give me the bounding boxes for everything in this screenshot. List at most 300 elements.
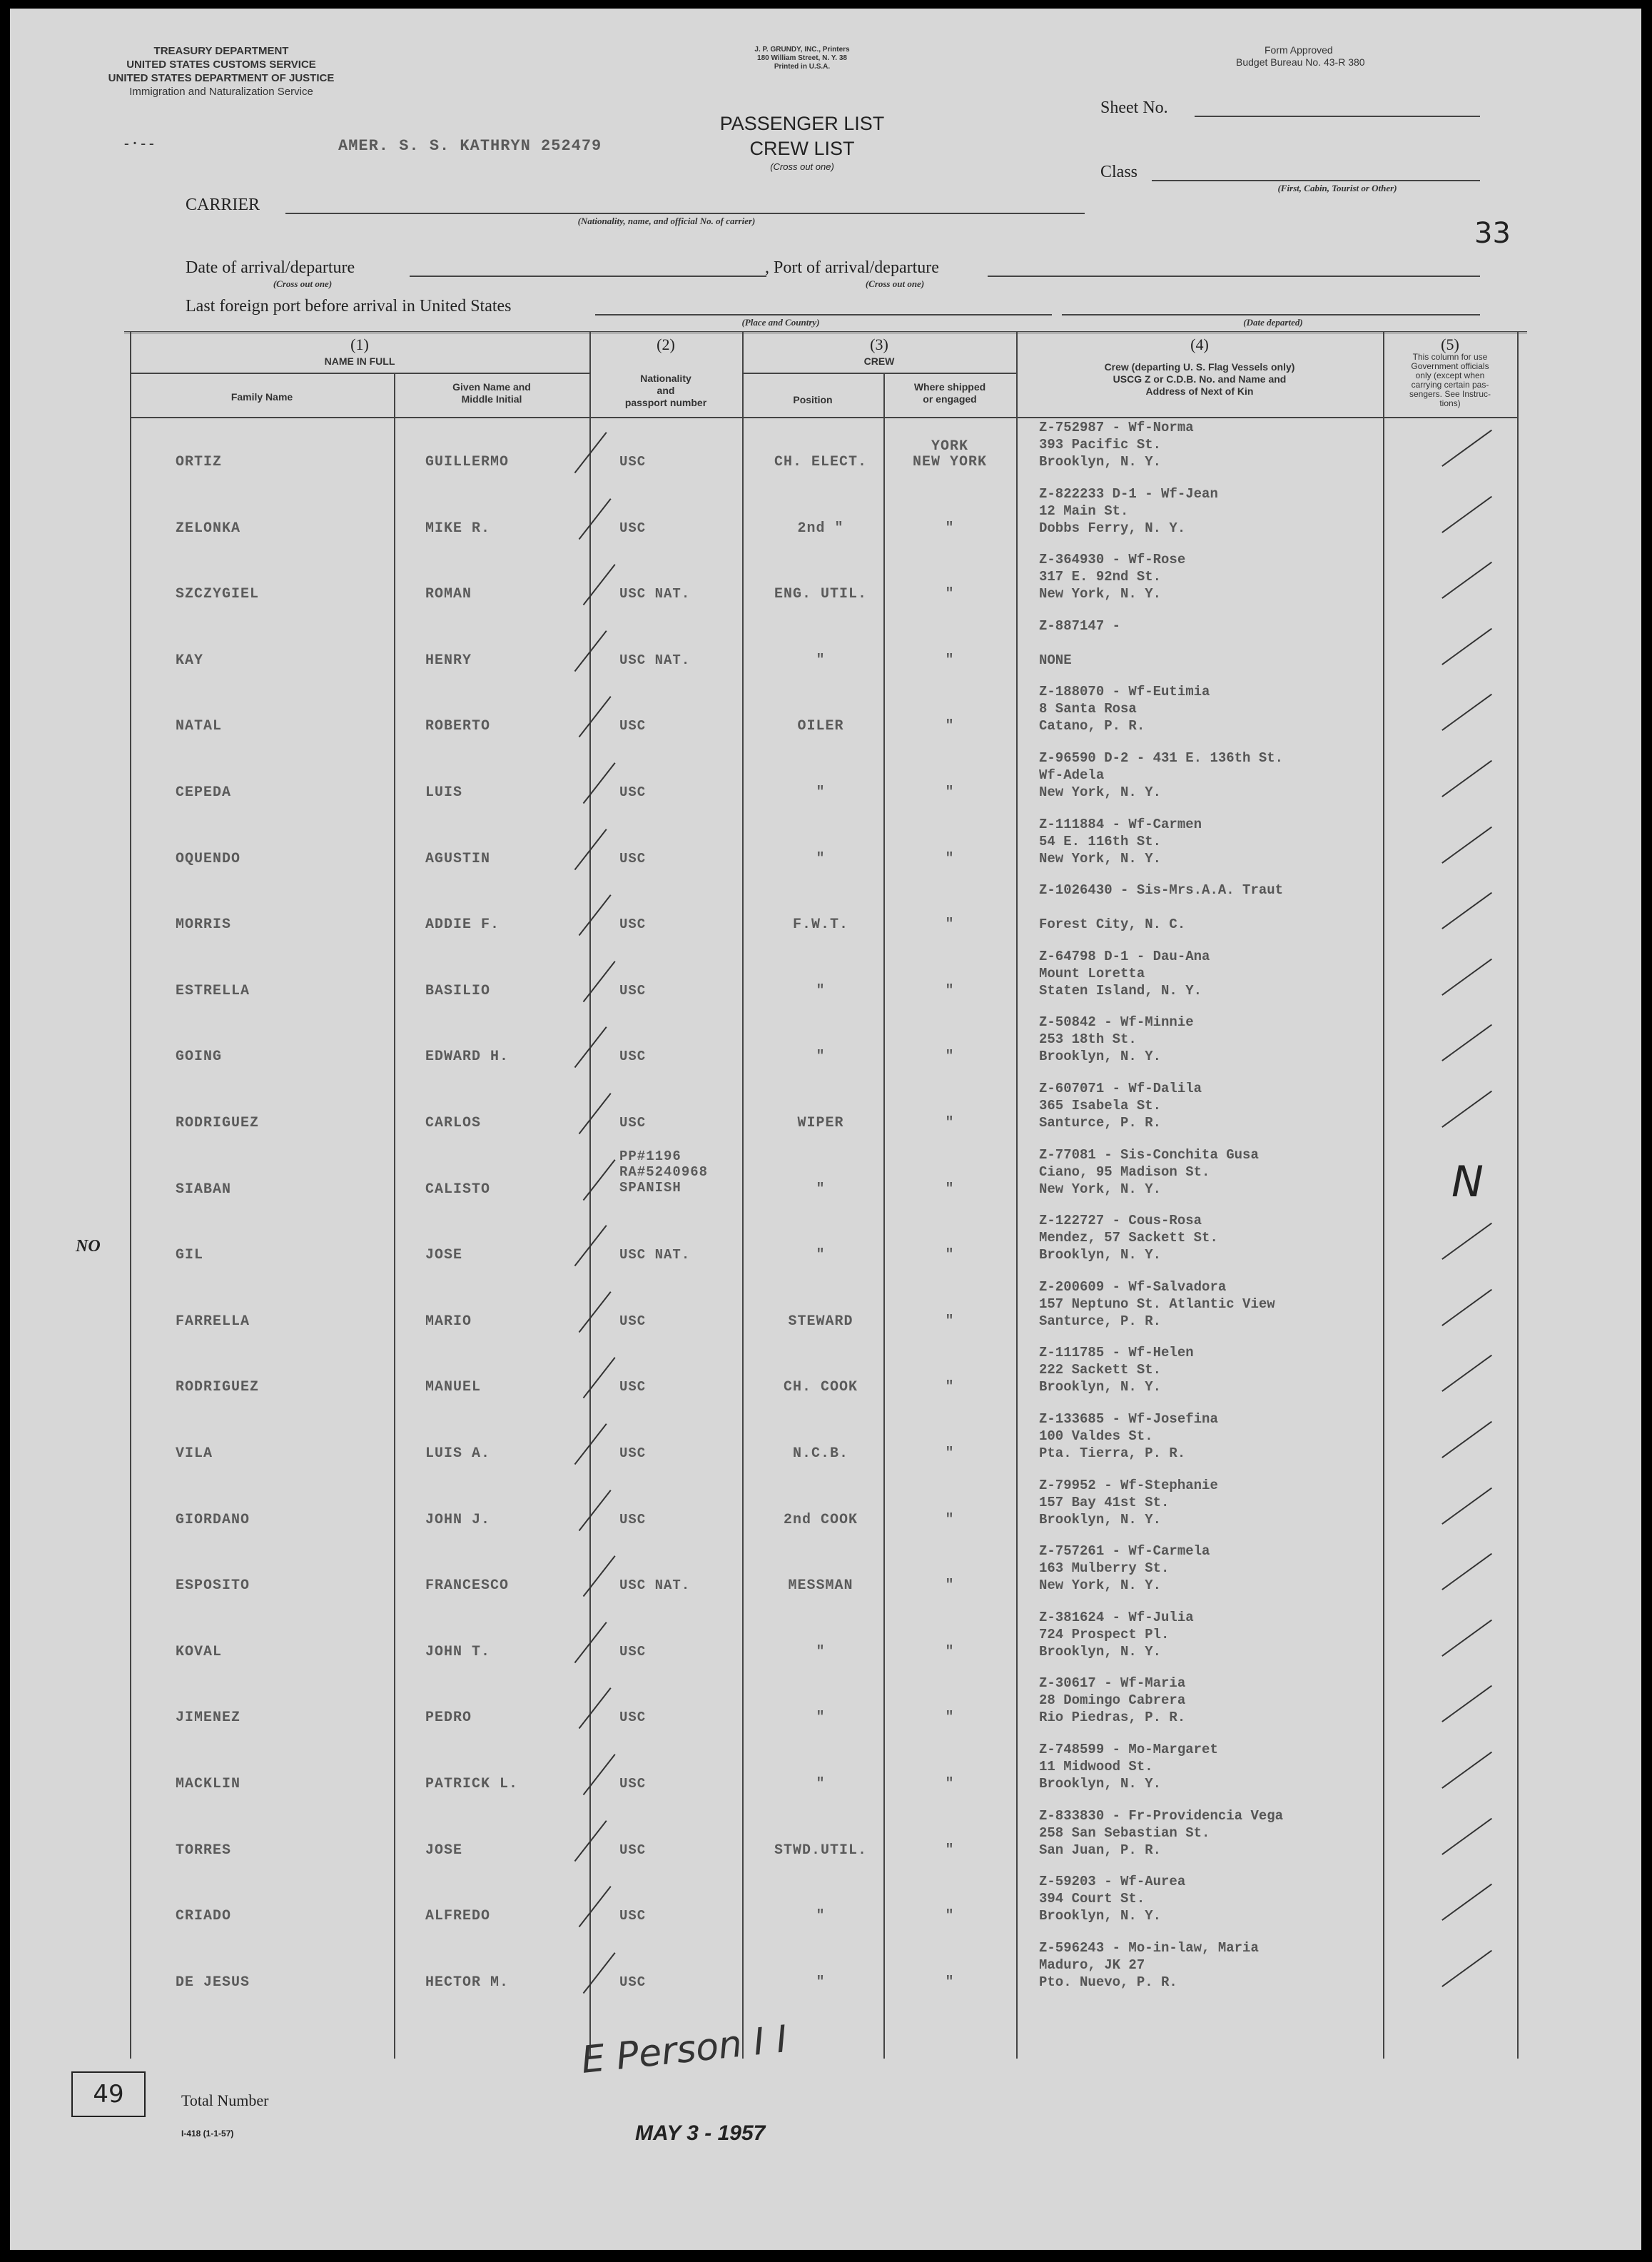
nationality: USC NAT. [619,1577,691,1594]
family-name: SZCZYGIEL [176,586,260,603]
position: OILER [797,718,844,735]
page-number: 33 [1474,217,1511,250]
next-of-kin-line: Z-96590 D-2 - 431 E. 136th St. [1039,750,1284,766]
next-of-kin-line: 394 Court St. [1039,1891,1145,1907]
check-mark [579,894,615,939]
nationality: USC [619,454,647,470]
position: " [816,1181,826,1198]
family-name: NATAL [176,718,223,735]
next-of-kin-line: Z-833830 - Fr-Providencia Vega [1039,1807,1284,1824]
next-of-kin-line: 317 E. 92nd St. [1039,569,1162,585]
col4-number: (4) [1190,335,1209,353]
date-departed-note: (Date departed) [1243,317,1303,328]
table-row [10,1740,1641,1807]
where-shipped: " [945,1577,955,1595]
where-shipped: " [945,1643,955,1660]
given-name: AGUSTIN [425,850,491,867]
official-slash [1441,1355,1494,1394]
next-of-kin-line: San Juan, P. R. [1039,1842,1162,1858]
where-shipped: " [945,718,955,735]
given-name: ROMAN [425,586,472,603]
table-row [10,815,1641,882]
family-name: ESPOSITO [176,1577,250,1595]
family-name: VILA [176,1445,213,1462]
official-slash [1441,430,1494,469]
family-name: DE JESUS [176,1974,250,1991]
table-row [10,617,1641,683]
nationality: PP#1196 [619,1148,681,1164]
where-shipped: " [945,1313,955,1330]
position: " [816,784,826,801]
position: " [816,850,826,867]
where-shipped: " [945,520,955,537]
check-mark [579,498,615,542]
given-name: EDWARD H. [425,1049,510,1066]
family-name: TORRES [176,1842,232,1859]
next-of-kin-line: 12 Main St. [1039,503,1129,519]
official-slash [1441,958,1494,997]
nationality: USC [619,1511,647,1528]
family-name: MORRIS [176,917,232,934]
nationality: USC [619,1379,647,1395]
given-name: BASILIO [425,982,491,999]
where-shipped: NEW YORK [912,454,987,470]
sheet-no-label: Sheet No. [1100,99,1168,117]
position: " [816,1247,826,1264]
next-of-kin-line: Brooklyn, N. Y. [1039,454,1162,470]
check-mark [579,1490,615,1534]
given-name: PEDRO [425,1710,472,1727]
nationality: SPANISH [619,1179,681,1196]
check-mark [583,1952,619,1996]
check-mark [583,1555,619,1600]
check-mark [574,432,611,476]
where-shipped: " [945,1379,955,1396]
table-row [10,947,1641,1014]
official-slash [1441,760,1494,799]
next-of-kin-line: New York, N. Y. [1039,1577,1162,1594]
form-code: I-418 (1-1-57) [181,2129,234,2139]
next-of-kin-line: Santurce, P. R. [1039,1313,1162,1329]
table-row [10,418,1641,485]
form-approval: Form Approved Budget Bureau No. 43-R 380 [1236,44,1365,68]
col2-title: Nationality and passport number [624,373,707,408]
next-of-kin-line: Z-607071 - Wf-Dalila [1039,1081,1202,1096]
col3-title: CREW [863,355,895,367]
table-row [10,1542,1641,1608]
check-mark [574,829,611,873]
class-note: (First, Cabin, Tourist or Other) [1277,183,1397,193]
next-of-kin-line: Z-757261 - Wf-Carmela [1039,1543,1210,1560]
family-name: CEPEDA [176,784,232,801]
next-of-kin-line: Z-752987 - Wf-Norma [1039,420,1194,435]
carrier-value: AMER. S. S. KATHRYN 252479 [338,137,602,155]
next-of-kin-line: Pta. Tierra, P. R. [1039,1445,1186,1461]
table-row [10,1211,1641,1278]
next-of-kin-line: Z-111785 - Wf-Helen [1039,1345,1194,1361]
nationality: USC [619,1643,647,1660]
next-of-kin-line: Wf-Adela [1039,767,1105,783]
official-note: N [1451,1156,1484,1207]
official-slash [1441,826,1494,865]
given-name: CALISTO [425,1181,491,1198]
col3-number: (3) [870,335,888,353]
col5-number: (5) [1441,335,1459,353]
next-of-kin-line: Z-364930 - Wf-Rose [1039,552,1186,568]
check-mark [579,697,615,741]
next-of-kin-line: 11 Midwood St. [1039,1759,1153,1774]
place-country-note: (Place and Country) [741,317,820,328]
next-of-kin-line: Z-200609 - Wf-Salvadora [1039,1278,1227,1295]
official-slash [1441,1288,1494,1328]
table-row [10,1410,1641,1476]
official-slash [1441,1619,1494,1658]
nationality: USC NAT. [619,1247,691,1263]
next-of-kin-line: 157 Bay 41st St. [1039,1494,1170,1510]
nationality: USC [619,1908,647,1924]
col1-number: (1) [350,335,369,353]
col1-title: NAME IN FULL [324,355,395,367]
next-of-kin-line: Z-887147 - [1039,617,1121,634]
where-shipped: " [945,1511,955,1528]
given-name: CARLOS [425,1115,482,1131]
given-name: MANUEL [425,1379,482,1396]
next-of-kin-line: 253 18th St. [1039,1031,1137,1048]
official-slash [1441,495,1494,535]
date-note: (Cross out one) [273,278,333,289]
next-of-kin-line: New York, N. Y. [1039,850,1162,867]
position: " [816,1643,826,1660]
agency-header [71,44,371,99]
next-of-kin-line: 163 Mulberry St. [1039,1560,1170,1577]
port-label: , Port of arrival/departure [765,258,939,277]
next-of-kin-line: 157 Neptuno St. Atlantic View [1039,1296,1275,1312]
table-row [10,682,1641,749]
official-slash [1441,1421,1494,1460]
nationality: USC [619,1313,647,1329]
col1b-title: Given Name and Middle Initial [452,381,531,405]
official-slash [1441,1685,1494,1725]
port-note: (Cross out one) [865,278,925,289]
given-name: ADDIE F. [425,917,500,934]
next-of-kin-line: Z-748599 - Mo-Margaret [1039,1742,1218,1757]
next-of-kin-line: Z-1026430 - Sis-Mrs.A.A. Traut [1039,882,1284,899]
given-name: JOSE [425,1842,463,1859]
table-row [10,1146,1641,1212]
next-of-kin-line: Brooklyn, N. Y. [1039,1511,1162,1528]
official-slash [1441,892,1494,931]
col1a-title: Family Name [230,391,293,403]
nationality: USC [619,1710,647,1726]
total-number-box [71,2071,146,2117]
stamp-date: MAY 3 - 1957 [635,2121,766,2145]
check-mark [574,1820,611,1864]
check-mark [574,1423,611,1468]
official-slash [1441,1553,1494,1592]
given-name: HENRY [425,652,472,669]
carrier-label: CARRIER [186,196,260,214]
nationality: USC [619,917,647,933]
position: " [816,1776,826,1792]
official-slash [1441,1949,1494,1989]
position: 2nd COOK [783,1511,858,1528]
table-row [10,1278,1641,1344]
margin-note: NO [76,1237,101,1256]
next-of-kin-line: 222 Sackett St. [1039,1362,1162,1378]
given-name: MIKE R. [425,520,491,537]
family-name: KOVAL [176,1643,223,1660]
officer-signature: E Person I I [579,2018,790,2082]
family-name: OQUENDO [176,850,241,867]
nationality: USC [619,1049,647,1065]
table-row [10,881,1641,947]
official-slash [1441,1884,1494,1923]
nationality: RA#5240968 [619,1163,709,1180]
next-of-kin-line: Rio Piedras, P. R. [1039,1710,1186,1726]
where-shipped: YORK [931,438,968,455]
next-of-kin-line: Brooklyn, N. Y. [1039,1049,1162,1065]
position: " [816,982,826,999]
family-name: MACKLIN [176,1776,241,1792]
family-name: RODRIGUEZ [176,1379,260,1396]
nationality: USC [619,1115,647,1131]
nationality: USC [619,520,647,536]
official-slash [1441,1817,1494,1857]
check-mark [583,1159,619,1203]
next-of-kin-line: Z-822233 D-1 - Wf-Jean [1039,485,1218,502]
where-shipped: " [945,850,955,867]
family-name: GIL [176,1247,204,1264]
col4-title: Crew (departing U. S. Flag Vessels only) USCG Z or C.D.B. No. and Name and Address of Next of Kin [1104,361,1295,397]
position: N.C.B. [792,1445,848,1462]
nationality: USC [619,1445,647,1461]
family-name: ORTIZ [176,454,223,470]
where-shipped: " [945,982,955,999]
position: WIPER [797,1115,844,1131]
nationality: USC [619,718,647,734]
position: CH. COOK [783,1379,858,1396]
official-slash [1441,1752,1494,1791]
official-slash [1441,694,1494,733]
check-mark [583,1358,619,1402]
where-shipped: " [945,917,955,934]
check-mark [574,1027,611,1071]
given-name: LUIS A. [425,1445,491,1462]
class-label: Class [1100,163,1138,181]
given-name: LUIS [425,784,463,801]
last-port-label: Last foreign port before arrival in United States [186,297,512,315]
official-slash [1441,627,1494,667]
official-slash [1441,1091,1494,1130]
nationality: USC [619,850,647,867]
printer-imprint: J. P. GRUNDY, INC., Printers 180 William Street, N. Y. 38 Printed in U.S.A. [754,46,850,71]
table-row [10,485,1641,551]
family-name: JIMENEZ [176,1710,241,1727]
next-of-kin-line: Mount Loretta [1039,965,1145,981]
where-shipped: " [945,1776,955,1792]
position: CH. ELECT. [774,454,868,470]
official-slash [1441,1223,1494,1262]
where-shipped: " [945,1115,955,1131]
check-mark [579,1688,615,1732]
family-name: CRIADO [176,1908,232,1925]
next-of-kin-line: Z-30617 - Wf-Maria [1039,1675,1186,1692]
table-row [10,1872,1641,1939]
col2-number: (2) [657,335,675,353]
family-name: GOING [176,1049,223,1066]
next-of-kin-line: Z-77081 - Sis-Conchita Gusa [1039,1146,1259,1163]
passenger-crew-list-form [10,9,1641,2250]
nationality: USC [619,1776,647,1792]
family-name: RODRIGUEZ [176,1115,260,1131]
next-of-kin-line: Maduro, JK 27 [1039,1956,1145,1973]
check-mark [583,564,619,608]
check-mark [574,1225,611,1269]
family-name: FARRELLA [176,1313,250,1330]
next-of-kin-line: 54 E. 116th St. [1039,833,1162,849]
date-label: Date of arrival/departure [186,258,355,277]
table-row [10,1343,1641,1410]
where-shipped: " [945,1445,955,1462]
official-slash [1441,1487,1494,1526]
position: ENG. UTIL. [774,586,868,603]
where-shipped: " [945,1710,955,1727]
given-name: JOSE [425,1247,463,1264]
nationality: USC NAT. [619,652,691,668]
next-of-kin-line: 365 Isabela St. [1039,1098,1162,1114]
given-name: PATRICK L. [425,1776,519,1792]
next-of-kin-line: Z-50842 - Wf-Minnie [1039,1014,1194,1031]
next-of-kin-line: 8 Santa Rosa [1039,701,1137,717]
next-of-kin-line: Santurce, P. R. [1039,1115,1162,1131]
next-of-kin-line: Catano, P. R. [1039,718,1145,734]
where-shipped: " [945,652,955,669]
table-row [10,1079,1641,1146]
next-of-kin-line: New York, N. Y. [1039,1181,1162,1197]
given-name: ALFREDO [425,1908,491,1925]
position: " [816,1974,826,1991]
next-of-kin-line: New York, N. Y. [1039,586,1162,602]
check-mark [574,1622,611,1666]
family-name: ZELONKA [176,520,241,537]
nationality: USC [619,1842,647,1858]
next-of-kin-line: 258 San Sebastian St. [1039,1824,1210,1841]
check-mark [583,1754,619,1798]
next-of-kin-line: Z-122727 - Cous-Rosa [1039,1213,1202,1229]
nationality: USC NAT. [619,586,691,602]
col5-title: This column for use Government officials only (except when carrying certain pas- sengers. See Instruc- tions) [1409,352,1491,408]
position: " [816,652,826,669]
next-of-kin-line: Brooklyn, N. Y. [1039,1247,1162,1263]
next-of-kin-line: Brooklyn, N. Y. [1039,1379,1162,1395]
official-slash [1441,1024,1494,1064]
next-of-kin-line: Z-59203 - Wf-Aurea [1039,1874,1186,1890]
next-of-kin-line: New York, N. Y. [1039,784,1162,800]
next-of-kin-line: Brooklyn, N. Y. [1039,1908,1162,1924]
where-shipped: " [945,1908,955,1925]
check-mark [574,630,611,675]
position: STEWARD [788,1313,853,1330]
treasury-line: TREASURY DEPARTMENT [153,45,289,57]
customs-line: UNITED STATES CUSTOMS SERVICE [126,59,316,71]
given-name: JOHN J. [425,1511,491,1528]
nationality: USC [619,1974,647,1990]
nationality: USC [619,982,647,999]
next-of-kin-line: 724 Prospect Pl. [1039,1626,1170,1642]
next-of-kin-line: NONE [1039,652,1072,668]
given-name: JOHN T. [425,1643,491,1660]
given-name: MARIO [425,1313,472,1330]
check-mark [583,961,619,1005]
next-of-kin-line: Staten Island, N. Y. [1039,982,1202,999]
total-number-value: 49 [93,2080,124,2109]
next-of-kin-line: Pto. Nuevo, P. R. [1039,1974,1177,1990]
next-of-kin-line: Z-188070 - Wf-Eutimia [1039,684,1210,700]
next-of-kin-line: Ciano, 95 Madison St. [1039,1163,1210,1180]
next-of-kin-line: Z-111884 - Wf-Carmen [1039,816,1202,832]
justice-line: UNITED STATES DEPARTMENT OF JUSTICE [108,72,335,84]
check-mark [579,1093,615,1137]
table-row [10,1476,1641,1542]
position: 2nd " [797,520,844,537]
margin-marks: - · - - [124,136,154,151]
next-of-kin-line: Mendez, 57 Sackett St. [1039,1230,1218,1246]
check-mark [579,1886,615,1930]
where-shipped: " [945,1974,955,1991]
next-of-kin-line: 28 Domingo Cabrera [1039,1692,1186,1709]
table-row [10,749,1641,815]
next-of-kin-line: Z-133685 - Wf-Josefina [1039,1411,1218,1427]
where-shipped: " [945,1049,955,1066]
next-of-kin-line: Brooklyn, N. Y. [1039,1643,1162,1660]
table-row [10,1939,1641,2005]
next-of-kin-line: 393 Pacific St. [1039,437,1162,453]
where-shipped: " [945,1181,955,1198]
where-shipped: " [945,1842,955,1859]
table-row [10,1608,1641,1675]
next-of-kin-line: Z-381624 - Wf-Julia [1039,1609,1194,1625]
table-row [10,1013,1641,1079]
official-slash [1441,562,1494,601]
next-of-kin-line: Brooklyn, N. Y. [1039,1776,1162,1792]
position: " [816,1908,826,1925]
family-name: SIABAN [176,1181,232,1198]
check-mark [579,1291,615,1336]
table-row [10,1674,1641,1740]
given-name: FRANCESCO [425,1577,510,1595]
where-shipped: " [945,1247,955,1264]
family-name: GIORDANO [176,1511,250,1528]
position: MESSMAN [788,1577,853,1595]
table-row [10,550,1641,617]
col3a-title: Position [793,394,833,405]
nationality: USC [619,784,647,800]
table-row [10,1807,1641,1873]
next-of-kin-line: Z-79952 - Wf-Stephanie [1039,1477,1218,1493]
col3b-title: Where shipped or engaged [913,381,986,405]
next-of-kin-line: Z-64798 D-1 - Dau-Ana [1039,948,1210,964]
position: " [816,1710,826,1727]
ins-line: Immigration and Naturalization Service [129,86,313,98]
position: F.W.T. [792,917,848,934]
check-mark [583,762,619,807]
where-shipped: " [945,586,955,603]
next-of-kin-line: Dobbs Ferry, N. Y. [1039,520,1186,536]
next-of-kin-line: Z-596243 - Mo-in-law, Maria [1039,1939,1259,1956]
given-name: ROBERTO [425,718,491,735]
total-number-label: Total Number [181,2091,269,2109]
family-name: KAY [176,652,204,669]
